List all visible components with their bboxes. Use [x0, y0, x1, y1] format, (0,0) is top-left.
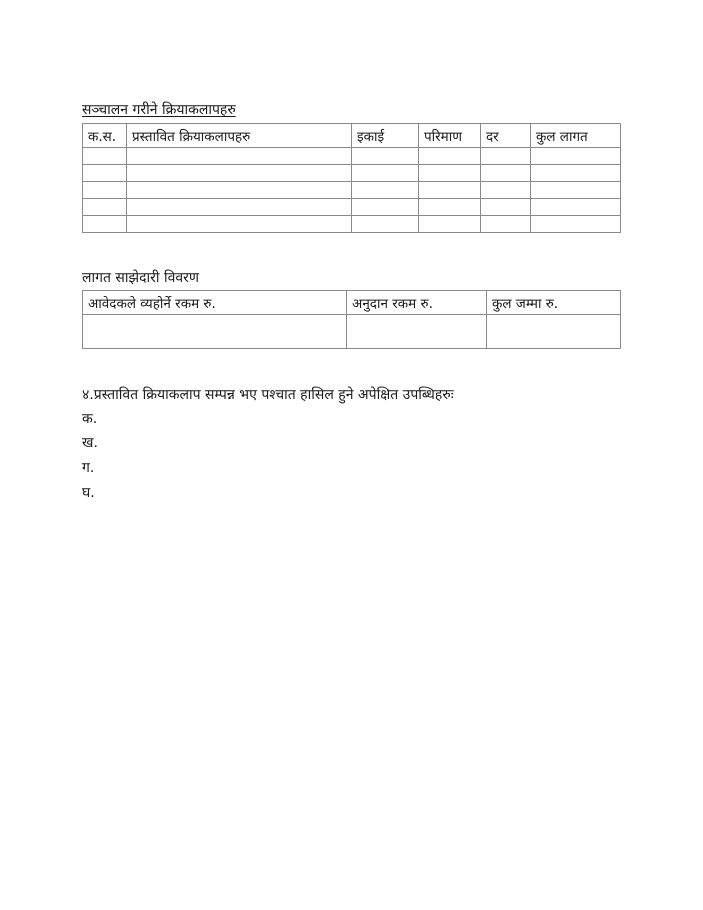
table-row: [83, 199, 621, 216]
col-applicant-amount: आवेदकले व्यहोर्ने रकम रु.: [83, 291, 347, 315]
table-cell[interactable]: [127, 199, 352, 216]
table-cell[interactable]: [83, 315, 347, 349]
table-cell[interactable]: [127, 216, 352, 233]
table-cell[interactable]: [487, 315, 621, 349]
activities-header-row: [83, 124, 621, 148]
table-cell[interactable]: [352, 216, 419, 233]
table-cell[interactable]: [531, 199, 621, 216]
col-quantity: परिमाण: [419, 124, 481, 148]
activities-title: सञ्चालन गरीने क्रियाकलापहरु: [82, 102, 236, 118]
col-total-cost: कुल लागत: [531, 124, 621, 148]
table-cell[interactable]: [83, 165, 127, 182]
col-proposed-activities: प्रस्तावित क्रियाकलापहरु: [127, 124, 352, 148]
table-cell[interactable]: [531, 165, 621, 182]
table-cell[interactable]: [531, 148, 621, 165]
col-unit: इकाई: [352, 124, 419, 148]
table-cell[interactable]: [83, 148, 127, 165]
table-cell[interactable]: [127, 165, 352, 182]
col-grand-total: कुल जम्मा रु.: [487, 291, 621, 315]
table-cell[interactable]: [352, 199, 419, 216]
table-cell[interactable]: [481, 199, 531, 216]
table-cell[interactable]: [531, 182, 621, 199]
table-cell[interactable]: [419, 199, 481, 216]
col-grant-amount: अनुदान रकम रु.: [347, 291, 487, 315]
table-cell[interactable]: [352, 148, 419, 165]
table-cell[interactable]: [419, 165, 481, 182]
table-cell[interactable]: [347, 315, 487, 349]
table-cell[interactable]: [352, 165, 419, 182]
table-cell[interactable]: [83, 216, 127, 233]
table-cell[interactable]: [481, 182, 531, 199]
list-item: ग.: [82, 460, 95, 476]
table-row: [83, 216, 621, 233]
col-serial: क.स.: [83, 124, 127, 148]
table-cell[interactable]: [127, 148, 352, 165]
table-row: [83, 315, 621, 349]
cost-sharing-header-row: [83, 291, 621, 315]
table-cell[interactable]: [352, 182, 419, 199]
table-cell[interactable]: [419, 216, 481, 233]
cost-sharing-title: लागत साझेदारी विवरण: [82, 270, 200, 286]
list-item: घ.: [82, 485, 95, 501]
table-cell[interactable]: [481, 165, 531, 182]
cost-sharing-table: [82, 290, 621, 349]
table-cell[interactable]: [419, 148, 481, 165]
table-cell[interactable]: [127, 182, 352, 199]
activities-table: [82, 123, 621, 233]
table-cell[interactable]: [419, 182, 481, 199]
table-cell[interactable]: [83, 199, 127, 216]
list-item: क.: [82, 411, 98, 427]
table-cell[interactable]: [531, 216, 621, 233]
table-cell[interactable]: [481, 216, 531, 233]
table-row: [83, 148, 621, 165]
outcomes-heading: ४.प्रस्तावित क्रियाकलाप सम्पन्न भए पश्चात हासिल हुने अपेक्षित उपब्धिहरुः: [82, 387, 454, 403]
list-item: ख.: [82, 435, 98, 451]
col-rate: दर: [481, 124, 531, 148]
table-cell[interactable]: [481, 148, 531, 165]
table-cell[interactable]: [83, 182, 127, 199]
table-row: [83, 165, 621, 182]
table-row: [83, 182, 621, 199]
